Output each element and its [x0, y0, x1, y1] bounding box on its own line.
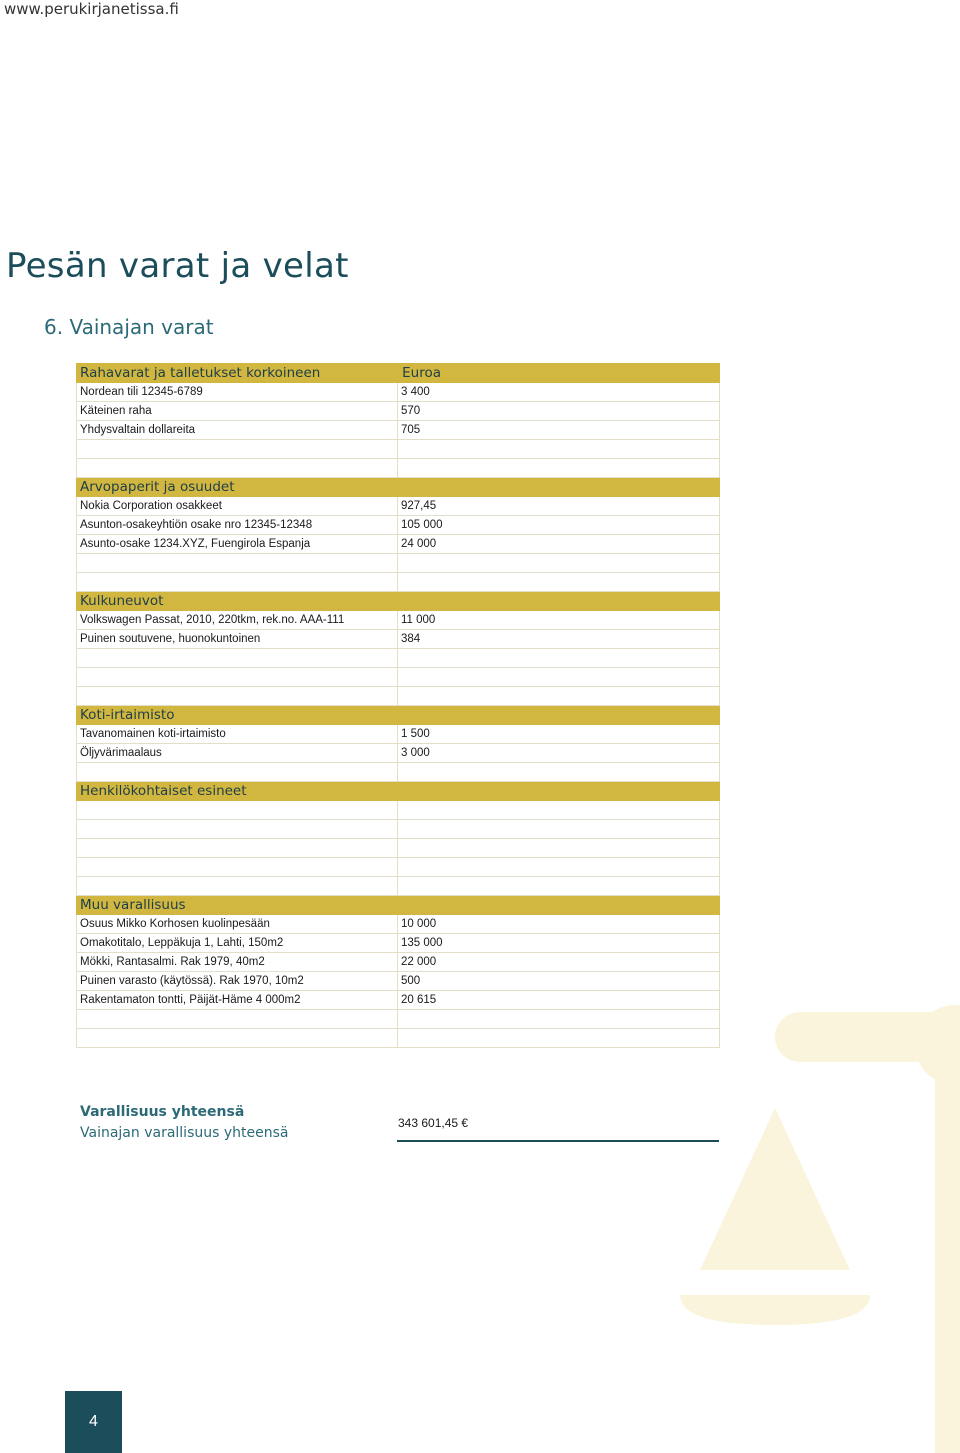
item-value: 105 000	[398, 516, 720, 535]
empty-cell	[398, 573, 720, 592]
empty-cell	[77, 763, 398, 782]
totals-label: Vainajan varallisuus yhteensä	[80, 1125, 289, 1141]
item-description: Mökki, Rantasalmi. Rak 1979, 40m2	[77, 953, 398, 972]
table-row	[77, 611, 720, 630]
scale-post	[935, 1050, 960, 1453]
table-row	[77, 497, 720, 516]
empty-row	[77, 1029, 720, 1048]
item-value: 705	[398, 421, 720, 440]
item-value: 135 000	[398, 934, 720, 953]
section-header: Muu varallisuus	[77, 896, 398, 915]
totals-label-bold: Varallisuus yhteensä	[80, 1104, 245, 1120]
empty-row	[77, 573, 720, 592]
empty-cell	[398, 763, 720, 782]
item-description: Rakentamaton tontti, Päijät-Häme 4 000m2	[77, 991, 398, 1010]
table-row	[77, 402, 720, 421]
empty-cell	[398, 1029, 720, 1048]
empty-cell	[398, 459, 720, 478]
section-header: Arvopaperit ja osuudet	[77, 478, 398, 497]
empty-cell	[398, 820, 720, 839]
section-header: Kulkuneuvot	[77, 592, 398, 611]
item-description: Yhdysvaltain dollareita	[77, 421, 398, 440]
empty-row	[77, 1010, 720, 1029]
empty-row	[77, 763, 720, 782]
item-value: 570	[398, 402, 720, 421]
item-value: 22 000	[398, 953, 720, 972]
empty-cell	[77, 839, 398, 858]
item-value: 3 400	[398, 383, 720, 402]
empty-cell	[77, 877, 398, 896]
empty-row	[77, 440, 720, 459]
item-value: 11 000	[398, 611, 720, 630]
item-description: Nokia Corporation osakkeet	[77, 497, 398, 516]
table-row	[77, 972, 720, 991]
scale-icon	[680, 990, 960, 1453]
empty-row	[77, 649, 720, 668]
empty-cell	[77, 1029, 398, 1048]
empty-cell	[77, 459, 398, 478]
empty-row	[77, 459, 720, 478]
table-row	[77, 991, 720, 1010]
empty-row	[77, 820, 720, 839]
empty-cell	[77, 668, 398, 687]
empty-cell	[77, 858, 398, 877]
empty-cell	[77, 1010, 398, 1029]
section-title: 6. Vainajan varat	[44, 315, 214, 339]
table-row	[77, 744, 720, 763]
section-header: Koti-irtaimisto	[77, 706, 398, 725]
section-header: Rahavarat ja talletukset korkoineen	[77, 364, 398, 383]
item-description: Nordean tili 12345-6789	[77, 383, 398, 402]
empty-cell	[77, 573, 398, 592]
item-value: 500	[398, 972, 720, 991]
item-description: Omakotitalo, Leppäkuja 1, Lahti, 150m2	[77, 934, 398, 953]
item-description: Puinen soutuvene, huonokuntoinen	[77, 630, 398, 649]
totals-underline	[397, 1140, 719, 1142]
table-row	[77, 934, 720, 953]
item-value: 1 500	[398, 725, 720, 744]
totals-value: 343 601,45 €	[398, 1116, 469, 1130]
empty-cell	[398, 1010, 720, 1029]
empty-row	[77, 687, 720, 706]
currency-header: Euroa	[398, 364, 720, 383]
item-description: Asunto-osake 1234.XYZ, Fuengirola Espanja	[77, 535, 398, 554]
empty-cell	[398, 687, 720, 706]
table-row	[77, 953, 720, 972]
assets-table	[76, 363, 720, 1048]
empty-row	[77, 668, 720, 687]
section-header-row	[77, 896, 720, 915]
empty-cell	[398, 858, 720, 877]
empty-cell	[398, 554, 720, 573]
empty-row	[77, 801, 720, 820]
table-row	[77, 630, 720, 649]
item-value: 20 615	[398, 991, 720, 1010]
empty-row	[77, 858, 720, 877]
item-description: Osuus Mikko Korhosen kuolinpesään	[77, 915, 398, 934]
empty-cell	[77, 687, 398, 706]
empty-cell	[398, 877, 720, 896]
item-value: 927,45	[398, 497, 720, 516]
empty-cell	[77, 820, 398, 839]
item-description: Asunton-osakeyhtiön osake nro 12345-12348	[77, 516, 398, 535]
item-value: 24 000	[398, 535, 720, 554]
empty-row	[77, 877, 720, 896]
currency-header	[398, 896, 720, 915]
section-header: Henkilökohtaiset esineet	[77, 782, 398, 801]
currency-header	[398, 782, 720, 801]
item-value: 3 000	[398, 744, 720, 763]
empty-cell	[77, 801, 398, 820]
site-url[interactable]: www.perukirjanetissa.fi	[4, 0, 179, 18]
item-value: 10 000	[398, 915, 720, 934]
empty-cell	[77, 440, 398, 459]
empty-cell	[398, 801, 720, 820]
item-description: Tavanomainen koti-irtaimisto	[77, 725, 398, 744]
table-row	[77, 421, 720, 440]
page-title: Pesän varat ja velat	[6, 246, 349, 286]
currency-header	[398, 478, 720, 497]
empty-cell	[77, 649, 398, 668]
item-description: Puinen varasto (käytössä). Rak 1970, 10m2	[77, 972, 398, 991]
empty-cell	[398, 839, 720, 858]
table-row	[77, 383, 720, 402]
empty-cell	[398, 668, 720, 687]
currency-header	[398, 592, 720, 611]
item-value: 384	[398, 630, 720, 649]
section-header-row	[77, 364, 720, 383]
section-header-row	[77, 592, 720, 611]
item-description: Volkswagen Passat, 2010, 220tkm, rek.no. AAA-111	[77, 611, 398, 630]
empty-row	[77, 839, 720, 858]
section-header-row	[77, 706, 720, 725]
table-row	[77, 516, 720, 535]
section-header-row	[77, 478, 720, 497]
empty-cell	[77, 554, 398, 573]
table-row	[77, 915, 720, 934]
empty-cell	[398, 649, 720, 668]
table-row	[77, 535, 720, 554]
empty-cell	[398, 440, 720, 459]
empty-row	[77, 554, 720, 573]
section-header-row	[77, 782, 720, 801]
page-number: 4	[65, 1391, 122, 1453]
currency-header	[398, 706, 720, 725]
item-description: Käteinen raha	[77, 402, 398, 421]
table-row	[77, 725, 720, 744]
item-description: Öljyvärimaalaus	[77, 744, 398, 763]
